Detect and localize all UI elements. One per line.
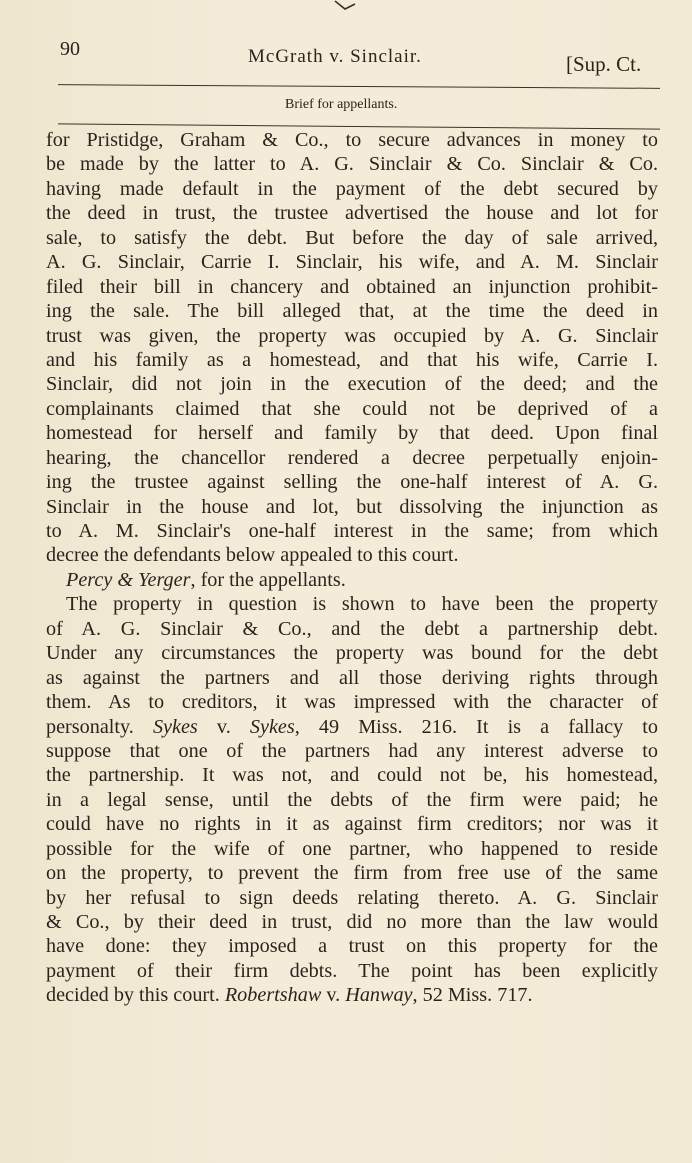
text-line: decree the defendants below appealed to this court. <box>46 544 459 567</box>
text-line: for Pristidge, Graham & Co., to secure advances in money to <box>46 129 658 151</box>
counsel-line <box>46 568 658 592</box>
text-line: ing the sale. The bill alleged that, at the time the deed in <box>46 300 658 323</box>
corner-mark <box>333 0 357 14</box>
text-line: trust was given, the property was occupied by A. G. Sinclair <box>46 324 658 347</box>
text-line: The property in question is shown to have been the property <box>66 593 658 616</box>
page-number: 90 <box>60 38 80 60</box>
citation-pre: personalty. <box>46 715 153 738</box>
text-line: to A. M. Sinclair's one-half interest in the same; from which <box>46 520 658 542</box>
case-name: Hanway <box>345 984 413 1007</box>
text-line: suppose that one of the partners had any interest adverse to <box>46 739 658 762</box>
text-line: and his family as a homestead, and that his wife, Carrie I. <box>46 348 658 371</box>
case-name: Sykes <box>152 715 198 738</box>
text-line: sale, to satisfy the debt. But before the day of sale arrived, <box>46 226 658 249</box>
text-line: the deed in trust, the trustee advertised the house and lot for <box>46 202 658 225</box>
case-name: Sykes <box>249 715 295 738</box>
text-line: have done: they imposed a trust on this property for the <box>46 935 658 958</box>
citation-post: , 52 Miss. 717. <box>412 984 533 1007</box>
text-line: Under any circumstances the property was bound for the debt <box>46 642 658 665</box>
text-line: ing the trustee against selling the one-half interest of A. G. <box>46 471 658 494</box>
text-line: on the property, to prevent the firm from free use of the same <box>46 862 658 885</box>
page-header <box>0 38 692 82</box>
text-line: Sinclair, did not join in the execution of the deed; and the <box>46 373 658 396</box>
case-versus: v. <box>197 715 250 738</box>
citation-post: , 49 Miss. 216. It is a fallacy to <box>294 715 658 738</box>
text-line: A. G. Sinclair, Carrie I. Sinclair, his wife, and A. M. Sinclair <box>46 251 658 274</box>
text-line: hearing, the chancellor rendered a decree perpetually enjoin- <box>46 446 658 469</box>
court-abbrev: [Sup. Ct. <box>566 52 642 76</box>
text-line: them. As to creditors, it was impressed with the character of <box>46 691 658 714</box>
case-versus: v. <box>321 984 346 1007</box>
citation-line <box>46 715 658 739</box>
counsel-names: Percy & Yerger <box>66 568 191 591</box>
text-line: could have no rights in it as against firm creditors; nor was it <box>46 813 658 836</box>
citation-pre: decided by this court. <box>46 984 225 1007</box>
text-line: homestead for herself and family by that deed. Upon final <box>46 422 658 445</box>
text-line: as against the partners and all those deriving rights through <box>46 666 658 689</box>
text-line: complainants claimed that she could not be deprived of a <box>46 397 658 420</box>
text-line: filed their bill in chancery and obtained an injunction prohibit- <box>46 275 658 298</box>
text-line: of A. G. Sinclair & Co., and the debt a partnership debt. <box>46 617 658 640</box>
text-line: in a legal sense, until the debts of the firm were paid; he <box>46 788 658 811</box>
header-rule-top <box>58 84 660 89</box>
text-line: by her refusal to sign deeds relating thereto. A. G. Sinclair <box>46 886 658 909</box>
body-text <box>46 128 658 1008</box>
text-line: payment of their firm debts. The point has been explicitly <box>46 959 658 982</box>
text-line: Sinclair in the house and lot, but dissolving the injunction as <box>46 495 658 518</box>
case-name: Robertshaw <box>224 984 322 1007</box>
text-line: having made default in the payment of the debt secured by <box>46 177 658 200</box>
text-line: be made by the latter to A. G. Sinclair & Co. Sinclair & Co. <box>46 153 658 176</box>
subheader: Brief for appellants. <box>285 97 398 112</box>
running-title: McGrath v. Sinclair. <box>248 46 422 67</box>
text-line: & Co., by their deed in trust, did no more than the law would <box>46 911 658 933</box>
counsel-rest: , for the appellants. <box>190 568 346 591</box>
text-line: possible for the wife of one partner, who happened to reside <box>46 837 658 860</box>
citation-line <box>46 983 658 1007</box>
text-line: the partnership. It was not, and could not be, his homestead, <box>46 764 658 787</box>
